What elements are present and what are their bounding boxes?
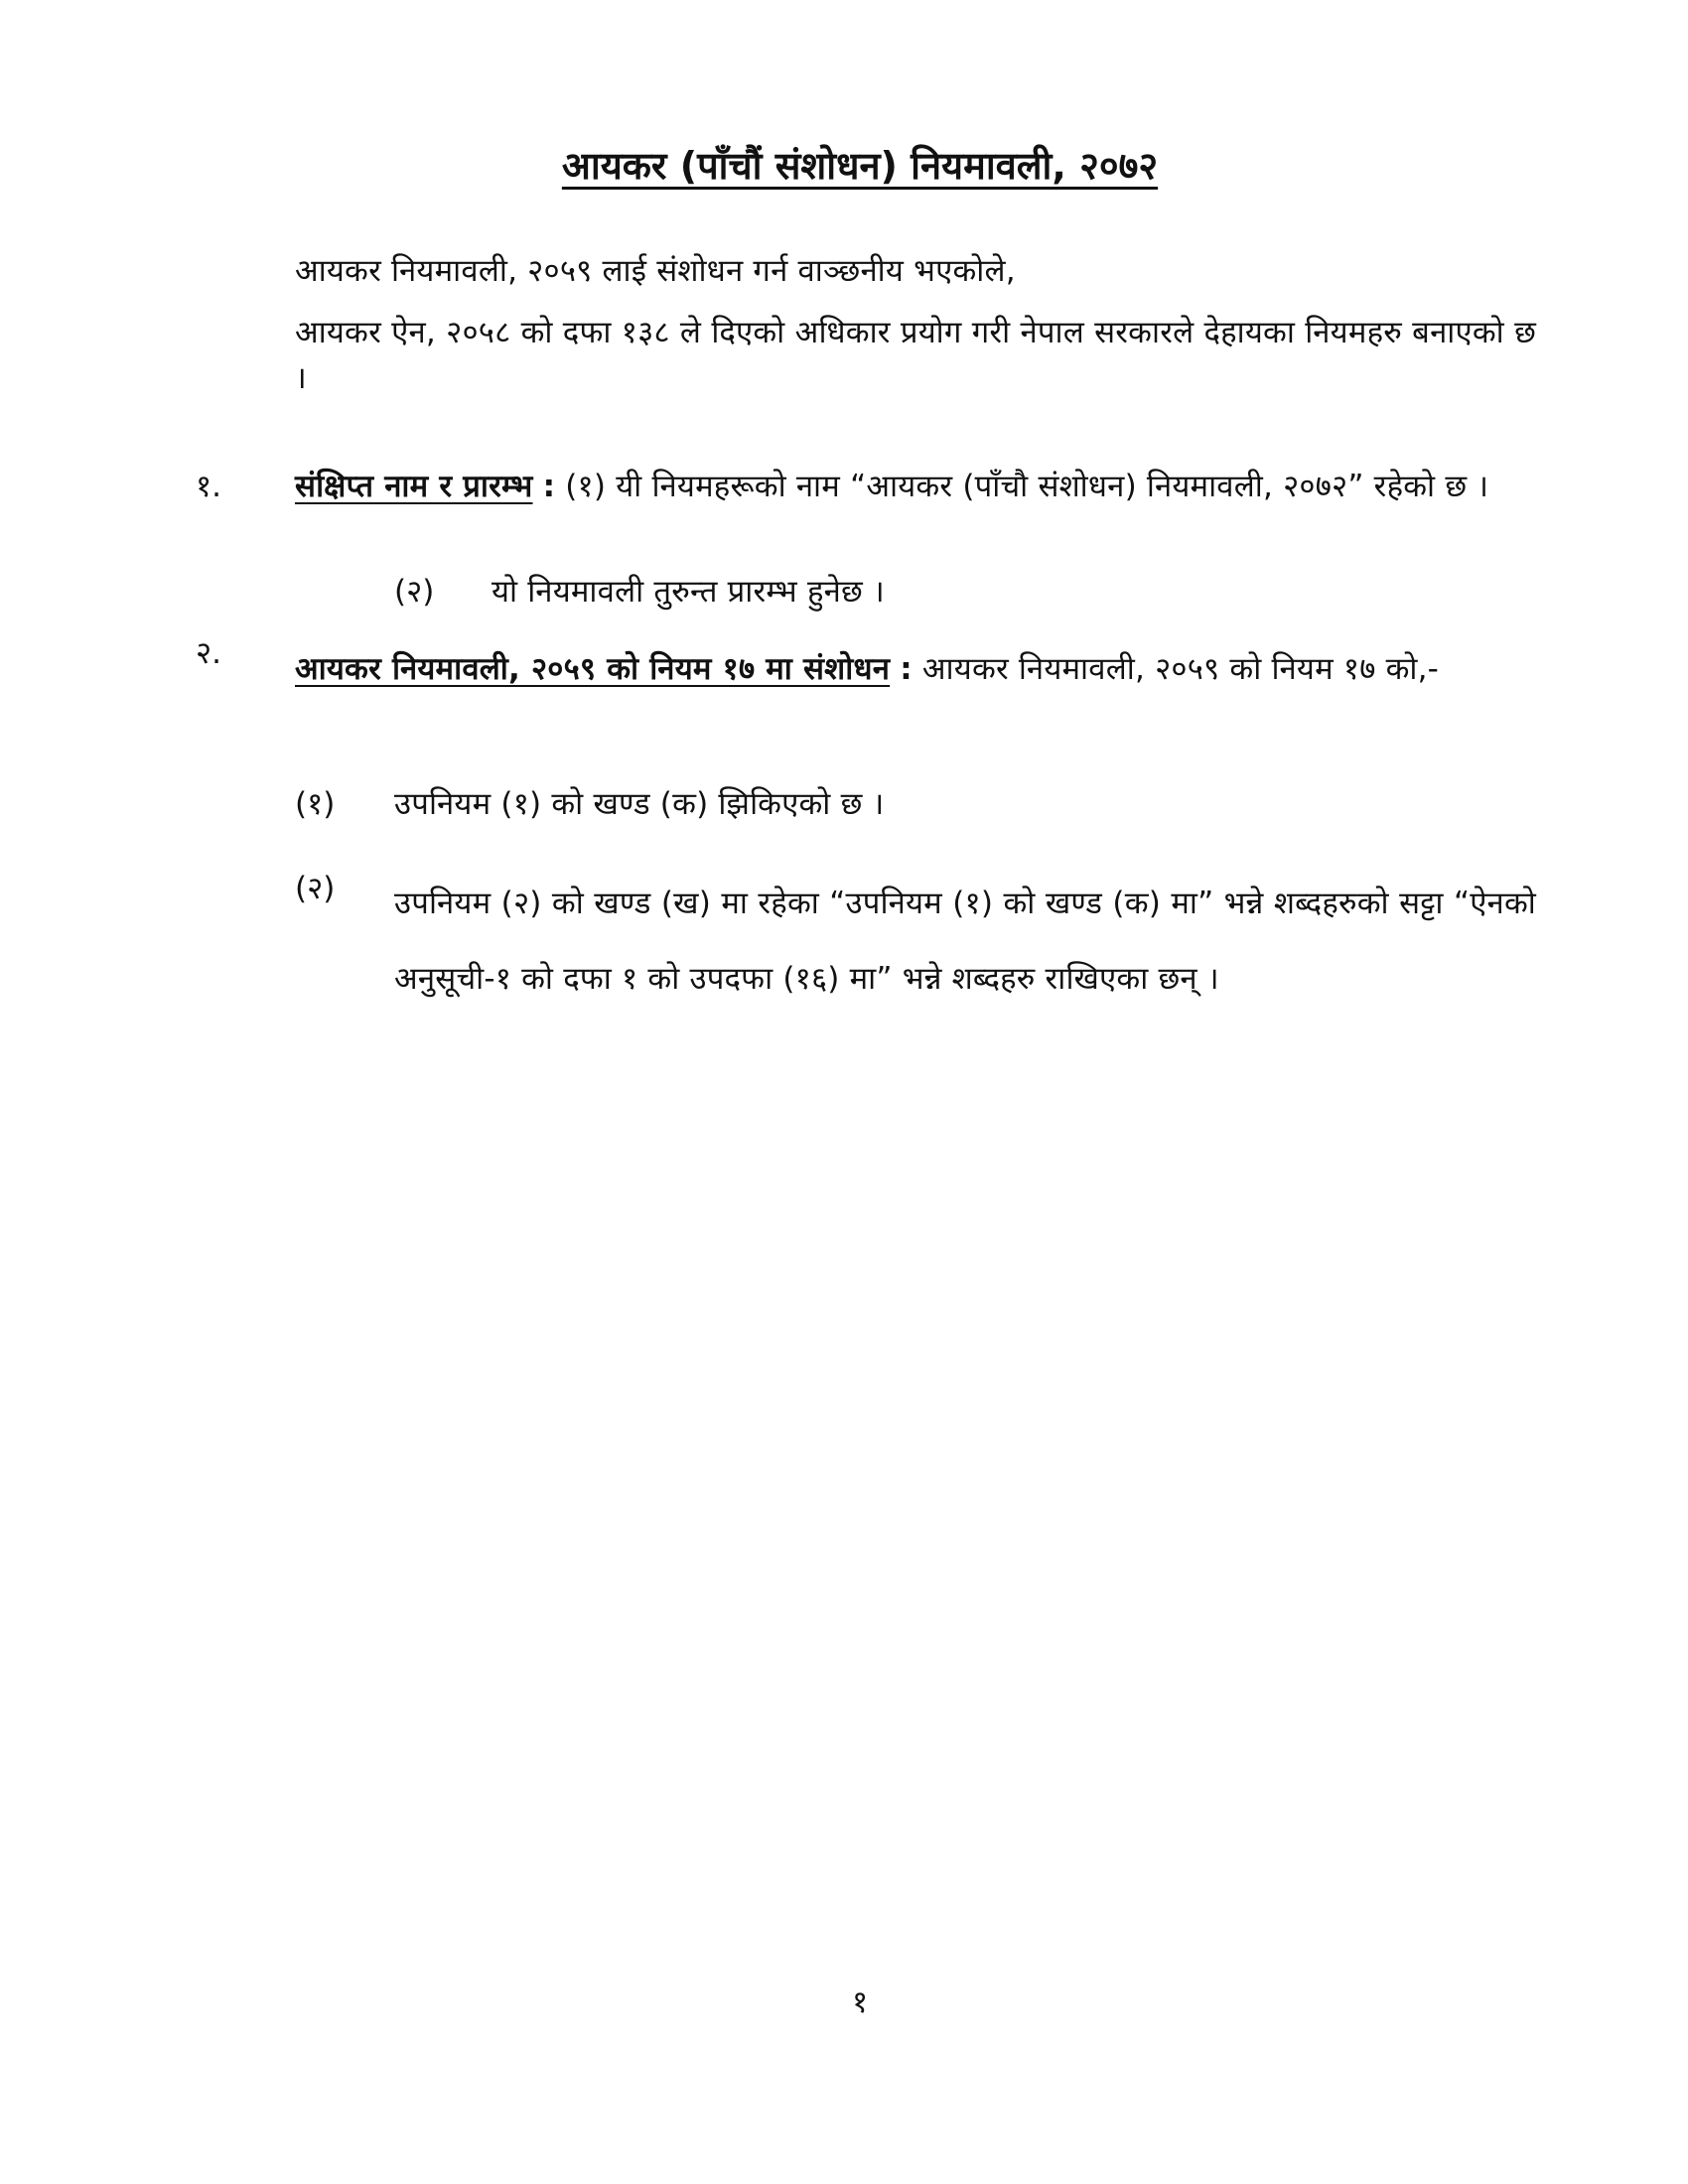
preamble-line-2: आयकर ऐन, २०५८ को दफा १३८ ले दिएको अधिकार प्रयोग गरी नेपाल सरकारले देहायका नियमहरु बनाएको छ ।: [295, 315, 1536, 396]
section-2-number: २.: [196, 635, 221, 671]
section-2-sub-1-marker: (१): [295, 786, 336, 822]
section-2-sub-2-marker: (२): [295, 871, 336, 906]
section-1-sub-2-marker: (२): [394, 574, 435, 610]
section-2-sub-2-text: उपनियम (२) को खण्ड (ख) मा रहेका “उपनियम (१) को खण्ड (क) मा” भन्ने शब्दहरुको सट्टा “ऐनको अनुसूची-१ को दफा १ को उपदफा (१६) मा” भन्ने शब्दहरु राखिएका छन् ।: [394, 886, 1536, 997]
document-title-text: आयकर (पाँचौं संशोधन) नियमावली, २०७२: [561, 144, 1159, 188]
section-2-text: आयकर नियमावली, २०५९ को नियम १७ को,-: [921, 651, 1440, 687]
preamble-line-1: आयकर नियमावली, २०५९ लाई संशोधन गर्न वाञ्छनीय भएकोले,: [295, 253, 1016, 289]
section-1-heading: संक्षिप्त नाम र प्रारम्भ: [295, 469, 533, 504]
section-2-sub-1-text: उपनियम (१) को खण्ड (क) झिकिएको छ ।: [394, 786, 885, 822]
section-2-heading: आयकर नियमावली, २०५९ को नियम १७ मा संशोधन: [295, 651, 891, 687]
page-number: १: [851, 1984, 869, 2020]
section-1-colon: :: [542, 469, 556, 504]
section-2-colon: :: [900, 651, 913, 687]
document-title: [0, 139, 1688, 191]
section-1-body: [295, 464, 1536, 509]
section-1-number: १.: [196, 469, 221, 504]
section-1-sub-2-text: यो नियमावली तुरुन्त प्रारम्भ हुनेछ ।: [492, 574, 885, 610]
section-2-body: [295, 630, 1536, 708]
section-1-text: (१) यी नियमहरूको नाम “आयकर (पाँचौ संशोधन) नियमावली, २०७२” रहेको छ ।: [565, 469, 1489, 504]
